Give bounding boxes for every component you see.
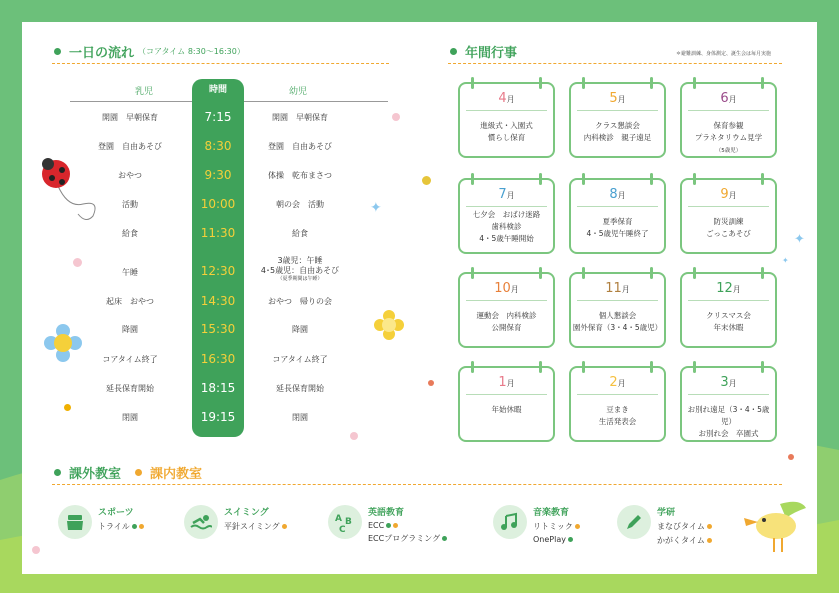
classes-outside-title: 課外教室: [69, 467, 122, 482]
month-label: 3月: [720, 375, 737, 390]
card-divider: [466, 110, 547, 111]
toddler-activity: 朝の会 活動: [276, 200, 324, 209]
binder-ring: [693, 361, 696, 373]
class-title: 英語教育: [368, 508, 405, 518]
time-label: 7:15: [204, 110, 232, 124]
music-note-icon: [493, 505, 527, 539]
card-divider: [577, 300, 658, 301]
schedule-row: [70, 139, 388, 162]
class-item: [184, 505, 287, 539]
dot-decoration: [350, 432, 358, 440]
month-card: [458, 178, 555, 254]
schedule-row: [70, 322, 388, 345]
class-detail: 平針スイミング: [224, 521, 287, 532]
pencil-icon: [617, 505, 651, 539]
month-label: 9月: [720, 187, 737, 202]
month-card: [569, 178, 666, 254]
schedule-title: 一日の流れ: [69, 46, 135, 61]
binder-ring: [582, 173, 585, 185]
class-detail: OnePlay: [533, 535, 580, 544]
card-divider: [688, 206, 769, 207]
events-note: ＊避難訓練、身体測定、誕生会は毎月実施: [676, 51, 772, 57]
vaulting-box-icon: [58, 505, 92, 539]
month-events: クラス懇談会 内科検診 親子遠足: [583, 121, 652, 142]
month-label: 7月: [498, 187, 515, 202]
binder-ring: [650, 361, 653, 373]
month-events: 個人懇談会 園外保育（3・4・5歳児）: [572, 311, 663, 332]
class-detail: まなびタイム: [657, 521, 712, 532]
outside-class-dot: [132, 524, 137, 529]
infant-activity: 起床 おやつ: [106, 297, 154, 306]
class-item: [328, 505, 447, 544]
month-card: [458, 272, 555, 348]
dot-decoration: [428, 380, 434, 386]
infant-activity: 登園 自由あそび: [98, 142, 162, 151]
month-label: 1月: [498, 375, 515, 390]
binder-ring: [693, 173, 696, 185]
toddler-activity: 登園 自由あそび: [268, 142, 332, 151]
binder-ring: [471, 77, 474, 89]
month-label: 4月: [498, 91, 515, 106]
binder-ring: [650, 77, 653, 89]
binder-ring: [693, 267, 696, 279]
events-heading: [450, 42, 517, 61]
toddler-activity: 開園 早朝保育: [272, 113, 328, 122]
ladybug-icon: [38, 158, 108, 224]
bird-icon: [740, 498, 810, 556]
month-card: [680, 272, 777, 348]
col-infant: 乳児: [134, 87, 153, 97]
toddler-activity: 給食: [292, 229, 308, 238]
outside-class-dot: [568, 537, 573, 542]
time-label: 16:30: [200, 352, 236, 366]
flower-icon: [374, 310, 404, 340]
time-label: 11:30: [200, 226, 236, 240]
dot-decoration: [32, 546, 40, 554]
month-events: 保育参観 プラネタリウム見学 （5歳児）: [694, 121, 763, 154]
classes-divider: [52, 484, 782, 485]
heading-bullet: [54, 48, 61, 55]
infant-activity: 降園: [122, 325, 138, 334]
heading-bullet: [135, 469, 142, 476]
month-card: [680, 178, 777, 254]
class-detail: かがくタイム: [657, 535, 712, 546]
card-divider: [688, 300, 769, 301]
infant-activity: おやつ: [118, 171, 142, 180]
flower-icon: [44, 324, 82, 362]
inside-class-dot: [282, 524, 287, 529]
time-label: 18:15: [200, 381, 236, 395]
binder-ring: [761, 173, 764, 185]
abc-icon: [328, 505, 362, 539]
schedule-row: [70, 197, 388, 220]
time-label: 14:30: [200, 294, 236, 308]
month-events: お別れ遠足（3・4・5歳児） お別れ会 卒園式: [687, 405, 770, 438]
month-card: [680, 82, 777, 158]
dot-decoration: [64, 404, 71, 411]
dot-decoration: [392, 113, 400, 121]
binder-ring: [539, 361, 542, 373]
card-divider: [688, 394, 769, 395]
toddler-activity: コアタイム終了: [272, 355, 328, 364]
schedule-row: [70, 168, 388, 191]
schedule-row: [70, 381, 388, 404]
infant-activity: 開園 早朝保育: [102, 113, 158, 122]
binder-ring: [539, 173, 542, 185]
month-events: 年始休暇: [491, 405, 522, 414]
class-title: 音楽教育: [533, 508, 570, 518]
class-title: 学研: [657, 508, 676, 518]
binder-ring: [582, 361, 585, 373]
month-card: [680, 366, 777, 442]
inside-class-dot: [139, 524, 144, 529]
month-events: クリスマス会 年末休暇: [706, 311, 751, 332]
schedule-row: [70, 294, 388, 317]
inside-class-dot: [707, 524, 712, 529]
class-detail: リトミック: [533, 521, 580, 532]
dot-decoration: [73, 258, 82, 267]
infant-activity: 給食: [122, 229, 138, 238]
events-title: 年間行事: [465, 46, 518, 61]
month-events: 七夕会 おばけ迷路 歯科検診 4・5歳午睡開始: [472, 210, 541, 243]
binder-ring: [650, 173, 653, 185]
card-divider: [466, 300, 547, 301]
month-events: 夏季保育 4・5歳児午睡終了: [586, 217, 649, 238]
month-card: [458, 366, 555, 442]
inside-class-dot: [707, 538, 712, 543]
sparkle-icon: ✦: [782, 256, 789, 265]
time-label: 15:30: [200, 322, 236, 336]
infant-activity: 閉園: [122, 413, 138, 422]
sparkle-icon: ✦: [370, 200, 382, 216]
class-title: スポーツ: [98, 508, 134, 518]
infant-activity: コアタイム終了: [102, 355, 158, 364]
month-label: 8月: [609, 187, 626, 202]
class-item: [58, 505, 144, 539]
schedule-subtitle: （コアタイム 8:30～16:30）: [138, 47, 245, 56]
schedule-divider: [52, 63, 389, 64]
toddler-activity: 3歳児：午睡 4･5歳児：自由あそび （夏季期間は午睡）: [260, 256, 340, 282]
month-label: 11月: [605, 281, 630, 296]
binder-ring: [471, 361, 474, 373]
month-card: [458, 82, 555, 158]
class-item: [617, 505, 712, 546]
schedule-row: [70, 410, 388, 433]
binder-ring: [582, 77, 585, 89]
month-card: [569, 366, 666, 442]
binder-ring: [539, 267, 542, 279]
dot-decoration: [422, 176, 431, 185]
month-card: [569, 272, 666, 348]
month-label: 6月: [720, 91, 737, 106]
month-label: 12月: [716, 281, 741, 296]
time-label: 19:15: [200, 410, 236, 424]
month-events: 進級式・入園式 慣らし保育: [480, 121, 533, 142]
binder-ring: [761, 267, 764, 279]
card-divider: [577, 110, 658, 111]
class-detail: トライル: [98, 521, 144, 532]
binder-ring: [761, 77, 764, 89]
schedule-row: [70, 352, 388, 375]
outside-class-dot: [442, 536, 447, 541]
class-detail: ECC: [368, 521, 447, 530]
col-toddler: 幼児: [288, 87, 307, 97]
svg-text:C: C: [339, 525, 346, 533]
month-label: 10月: [494, 281, 519, 296]
binder-ring: [650, 267, 653, 279]
time-label: 10:00: [200, 197, 236, 211]
schedule-row: [70, 226, 388, 249]
toddler-activity: おやつ 帰りの会: [268, 297, 332, 306]
time-label: 12:30: [200, 264, 236, 278]
schedule-heading: [54, 42, 245, 61]
infant-activity: 午睡: [122, 268, 138, 277]
heading-bullet: [450, 48, 457, 55]
month-card: [569, 82, 666, 158]
toddler-activity: 体操 乾布まさつ: [268, 171, 332, 180]
binder-ring: [471, 267, 474, 279]
month-label: 5月: [609, 91, 626, 106]
card-divider: [577, 394, 658, 395]
card-divider: [466, 206, 547, 207]
outside-class-dot: [386, 523, 391, 528]
binder-ring: [761, 361, 764, 373]
toddler-activity: 延長保育開始: [276, 384, 324, 393]
dot-decoration: [788, 454, 794, 460]
events-divider: [448, 63, 782, 64]
month-events: 豆まき 生活発表会: [598, 405, 637, 426]
binder-ring: [693, 77, 696, 89]
class-item: [493, 505, 580, 544]
classes-heading: [54, 463, 202, 482]
time-label: 8:30: [204, 139, 232, 153]
card-divider: [577, 206, 658, 207]
time-label: 9:30: [204, 168, 232, 182]
heading-bullet: [54, 469, 61, 476]
inside-class-dot: [575, 524, 580, 529]
month-events: 防災訓練 ごっこあそび: [706, 217, 751, 238]
sparkle-icon: ✦: [794, 232, 805, 247]
col-time: 時間: [208, 85, 227, 95]
schedule-row: [70, 256, 388, 282]
card-divider: [466, 394, 547, 395]
swimmer-icon: [184, 505, 218, 539]
month-label: 2月: [609, 375, 626, 390]
toddler-activity: 閉園: [292, 413, 308, 422]
class-title: スイミング: [224, 508, 269, 518]
binder-ring: [471, 173, 474, 185]
inside-class-dot: [393, 523, 398, 528]
infant-activity: 延長保育開始: [106, 384, 154, 393]
month-events: 運動会 内科検診 公開保育: [476, 311, 537, 332]
card-divider: [688, 110, 769, 111]
svg-text:A: A: [335, 514, 342, 524]
toddler-activity: 降園: [292, 325, 308, 334]
infant-activity: 活動: [122, 200, 138, 209]
binder-ring: [539, 77, 542, 89]
classes-inside-title: 課内教室: [150, 467, 203, 482]
schedule-row: [70, 110, 388, 133]
class-detail: ECCプログラミング: [368, 533, 447, 544]
svg-text:B: B: [345, 517, 352, 527]
binder-ring: [582, 267, 585, 279]
